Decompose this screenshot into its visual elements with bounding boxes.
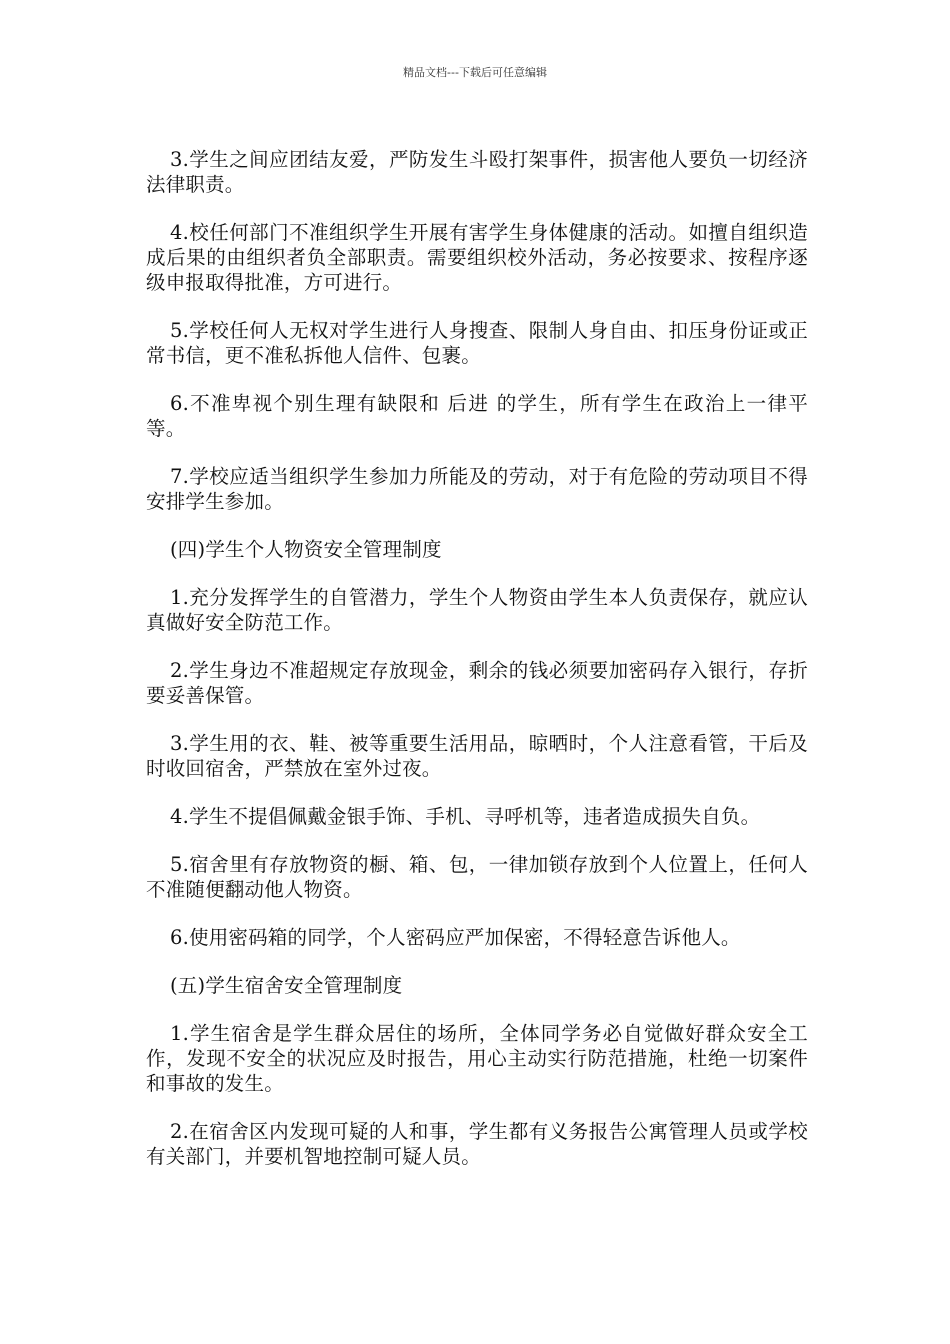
section-heading: (四)学生个人物资安全管理制度 bbox=[170, 538, 442, 561]
document-body bbox=[146, 147, 808, 1192]
paragraph: 3.学生用的衣、鞋、被等重要生活用品，晾晒时，个人注意看管，干后及时收回宿舍，严禁放在室外过夜。 bbox=[146, 732, 808, 780]
paragraph: 2.在宿舍区内发现可疑的人和事，学生都有义务报告公寓管理人员或学校有关部门，并要机智地控制可疑人员。 bbox=[146, 1120, 808, 1168]
paragraph: 5.学校任何人无权对学生进行人身搜查、限制人身自由、扣压身份证或正常书信，更不准私拆他人信件、包裹。 bbox=[146, 319, 808, 367]
paragraph: 5.宿舍里有存放物资的橱、箱、包，一律加锁存放到个人位置上，任何人不准随便翻动他人物资。 bbox=[146, 853, 808, 901]
section-heading: (五)学生宿舍安全管理制度 bbox=[170, 974, 403, 997]
paragraph: 3.学生之间应团结友爱，严防发生斗殴打架事件，损害他人要负一切经济法律职责。 bbox=[146, 148, 808, 196]
paragraph: 6.使用密码箱的同学，个人密码应严加保密，不得轻意告诉他人。 bbox=[170, 926, 741, 949]
paragraph: 4.校任何部门不准组织学生开展有害学生身体健康的活动。如擅自组织造成后果的由组织者负全部职责。需要组织校外活动，务必按要求、按程序逐级申报取得批准，方可进行。 bbox=[146, 221, 808, 294]
paragraph: 7.学校应适当组织学生参加力所能及的劳动，对于有危险的劳动项目不得安排学生参加。 bbox=[146, 465, 808, 513]
paragraph: 1.学生宿舍是学生群众居住的场所，全体同学务必自觉做好群众安全工作，发现不安全的状况应及时报告，用心主动实行防范措施，杜绝一切案件和事故的发生。 bbox=[146, 1022, 808, 1095]
paragraph: 6.不准卑视个别生理有缺限和 后进 的学生，所有学生在政治上一律平等。 bbox=[146, 392, 808, 440]
paragraph: 2.学生身边不准超规定存放现金，剩余的钱必须要加密码存入银行，存折要妥善保管。 bbox=[146, 659, 808, 707]
paragraph: 4.学生不提倡佩戴金银手饰、手机、寻呼机等，违者造成损失自负。 bbox=[170, 805, 761, 828]
page-header: 精品文档---下载后可任意编辑 bbox=[403, 66, 547, 79]
paragraph: 1.充分发挥学生的自管潜力，学生个人物资由学生本人负责保存，就应认真做好安全防范工作。 bbox=[146, 586, 808, 634]
